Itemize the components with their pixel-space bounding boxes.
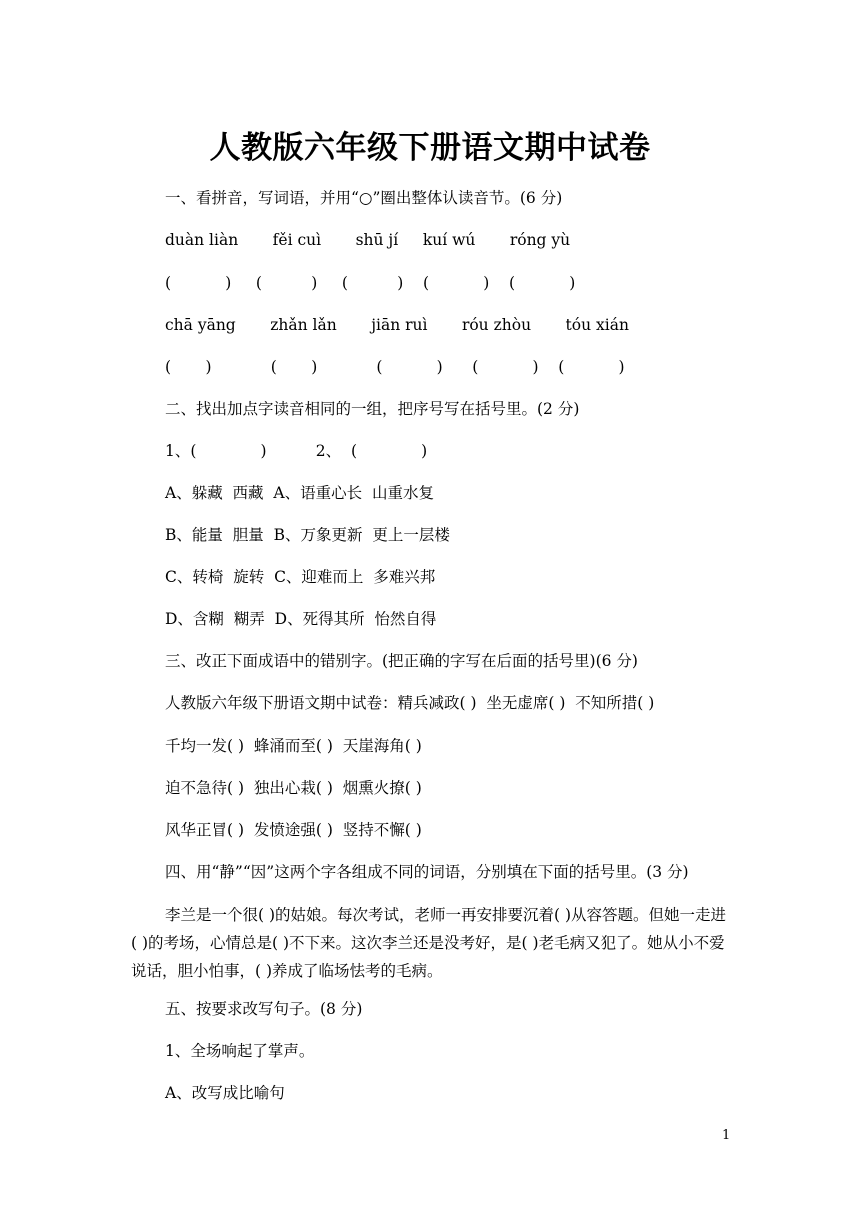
page-title: 人教版六年级下册语文期中试卷 bbox=[209, 130, 651, 166]
answer-blanks-row-1: ( ) ( ) ( ) ( ) ( ) bbox=[165, 274, 576, 292]
idiom-row-3: 迫不急待( ) 独出心栽( ) 烟熏火撩( ) bbox=[165, 779, 422, 797]
section-4-heading: 四、用“静”“因”这两个字各组成不同的词语，分别填在下面的括号里。(3 分) bbox=[165, 863, 689, 881]
section-2-heading: 二、找出加点字读音相同的一组，把序号写在括号里。(2 分) bbox=[165, 400, 580, 418]
section-3-heading: 三、改正下面成语中的错别字。(把正确的字写在后面的括号里)(6 分) bbox=[165, 652, 638, 670]
question-5-1-a: A、改写成比喻句 bbox=[165, 1084, 285, 1102]
idiom-row-2: 千均一发( ) 蜂涌而至( ) 天崖海角( ) bbox=[165, 737, 422, 755]
option-c: C、转椅 旋转 C、迎难而上 多难兴邦 bbox=[165, 568, 436, 586]
section-5-heading: 五、按要求改写句子。(8 分) bbox=[165, 1000, 363, 1018]
idiom-row-1: 人教版六年级下册语文期中试卷：精兵减政( ) 坐无虚席( ) 不知所措( ) bbox=[165, 694, 655, 712]
pinyin-row-2: chā yāng zhǎn lǎn jiān ruì róu zhòu tóu xián bbox=[165, 316, 629, 334]
option-d: D、含糊 糊弄 D、死得其所 怡然自得 bbox=[165, 610, 437, 628]
idiom-row-4: 风华正冒( ) 发愤途强( ) 竖持不懈( ) bbox=[165, 821, 422, 839]
pinyin-row-1: duàn liàn fěi cuì shū jí kuí wú róng yù bbox=[165, 231, 571, 249]
answer-blanks-row-2: ( ) ( ) ( ) ( ) ( ) bbox=[165, 358, 625, 376]
section-1-heading: 一、看拼音，写词语，并用“○”圈出整体认读音节。(6 分) bbox=[165, 189, 563, 207]
question-5-1: 1、全场响起了掌声。 bbox=[165, 1042, 315, 1060]
section-4-paragraph: 李兰是一个很( )的姑娘。每次考试，老师一再安排要沉着( )从容答题。但她一走进( )的考场，心情总是( )不下来。这次李兰还是没考好，是( )老毛病又犯了。她从小不爱说话，胆小怕事，( )养成了临场怯考的毛病。 bbox=[131, 906, 727, 980]
option-b: B、能量 胆量 B、万象更新 更上一层楼 bbox=[165, 526, 450, 544]
option-a: A、躲藏 西藏 A、语重心长 山重水复 bbox=[165, 484, 434, 502]
section-2-answers: 1、( ) 2、 ( ) bbox=[165, 442, 428, 460]
page-number: 1 bbox=[722, 1128, 731, 1143]
